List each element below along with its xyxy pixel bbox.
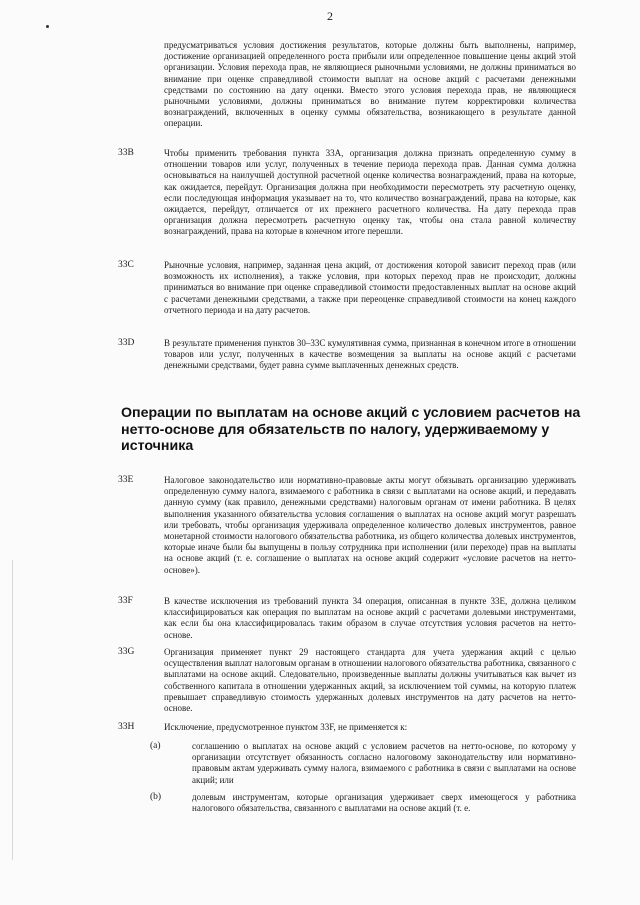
subitem-text: соглашению о выплатах на основе акций с условием расчетов на нетто-основе, по которому у организации отсутствует обязанность согласно налоговому законодательству или нормативно-правовым актам удерживать сумму налога, взимаемого с работника в связи с выплатами на основе акций; или	[192, 741, 576, 785]
subitem-text: долевым инструментам, которые организация удерживает сверх имеющегося у работника налогового обязательства, связанного с выплатами на основе акций (т. е.	[192, 792, 576, 814]
subitem-label: (a)	[150, 741, 161, 751]
subitem-label: (b)	[150, 792, 162, 802]
paragraph-text: Исключение, предусмотренное пунктом 33F, не применяется к:	[164, 722, 408, 732]
paragraph-number: 33G	[118, 647, 135, 657]
intro-paragraph: предусматриваться условия достижения результатов, которые должны быть выполнены, например, достижение организацией определенного роста прибыли или определенное повышение цены акций этой организации. Условия перехода прав, не являющиеся рыночными условиями, не должны приниматься во внимание при оценке справедливой стоимости выплат на основе акций с расчетами денежными средствами по состоянию на дату оценки. Вместо этого условия перехода прав, не являющиеся рыночными условиями, должны приниматься во внимание путем корректировки количества вознаграждений, включенных в оценку суммы обязательства, возникающего в результате данной операции.	[164, 40, 576, 129]
paragraph-number: 33D	[118, 338, 135, 348]
paragraph-number: 33F	[118, 596, 133, 606]
scan-edge-line	[12, 560, 13, 860]
paragraph-number: 33C	[118, 260, 134, 270]
paragraph-text: Налоговое законодательство или нормативно-правовые акты могут обязывать организацию удерживать определенную сумму налога, взимаемого с работника в связи с выплатами на основе акций, и передавать данную сумму (как правило, денежными средствами) налоговым органам от имени работника. В целях выполнения указанного обязательства условия соглашения о выплатах на основе акций могут разрешать или требовать, чтобы организация удерживала определенное количество долевых инструментов, равное монетарной стоимости налогового обязательства работника, из общего количества долевых инструментов, которые иначе были бы выпущены в пользу сотрудника при исполнении (или переходе) прав на выплаты на основе акций (т. е. соглашение о выплатах на основе акций содержит «условие расчетов на нетто-основе»).	[164, 475, 576, 575]
paragraph-number: 33B	[118, 148, 134, 158]
page-number: 2	[327, 9, 333, 23]
paragraph-text: Рыночные условия, например, заданная цена акций, от достижения которой зависит переход прав (или возможность их исполнения), а также условия, при которых переход прав не происходит, должны приниматься во внимание при оценке справедливой стоимости предоставленных выплат на основе акций с расчетами денежными средствами, а также при переоценке справедливой стоимости на конец каждого отчетного периода и на дату расчетов.	[164, 260, 576, 315]
paragraph-text: Чтобы применить требования пункта 33A, организация должна признать определенную сумму в отношении товаров или услуг, полученных в течение периода перехода прав. Данная сумма должна основываться на наилучшей доступной расчетной оценке количества вознаграждений, права на которые, как ожидается, перейдут. Организация должна при необходимости пересмотреть эту расчетную оценку, если последующая информация указывает на то, что количество вознаграждений, права на которые, как ожидается, перейдут, отличается от их прежнего расчетного количества. На дату перехода прав организация должна пересмотреть расчетную оценку так, чтобы она стала равной количеству вознаграждений, права на которые в конечном итоге перешли.	[164, 148, 576, 237]
paragraph-text: В результате применения пунктов 30–33C кумулятивная сумма, признанная в конечном итоге в отношении товаров или услуг, полученных в качестве возмещения за выплаты на основе акций с расчетами денежными средствами, будет равна сумме выплаченных денежных средств.	[164, 338, 576, 371]
scan-dot	[46, 25, 49, 28]
paragraph-number: 33H	[118, 722, 135, 732]
paragraph-text: Организация применяет пункт 29 настоящего стандарта для учета удержания акций с целью осуществления выплат налоговым органам в отношении налогового обязательства работника, связанного с выплатами на основе акций. Следовательно, произведенные выплаты должны учитываться как вычет из собственного капитала в отношении удержанных акций, за исключением той суммы, на которую платеж превышает справедливую стоимость удержанных долевых инструментов на дату расчетов на нетто-основе.	[164, 647, 576, 714]
section-heading: Операции по выплатам на основе акций с условием расчетов на нетто-основе для обязательств по налогу, удерживаемому у источника	[121, 405, 581, 454]
paragraph-text: В качестве исключения из требований пункта 34 операция, описанная в пункте 33E, должна целиком классифицироваться как операция по выплатам на основе акций с расчетами долевыми инструментами, как если бы она классифицировалась таким образом в случае отсутствия условия расчетов на нетто-основе.	[164, 596, 576, 640]
paragraph-number: 33E	[118, 475, 134, 485]
